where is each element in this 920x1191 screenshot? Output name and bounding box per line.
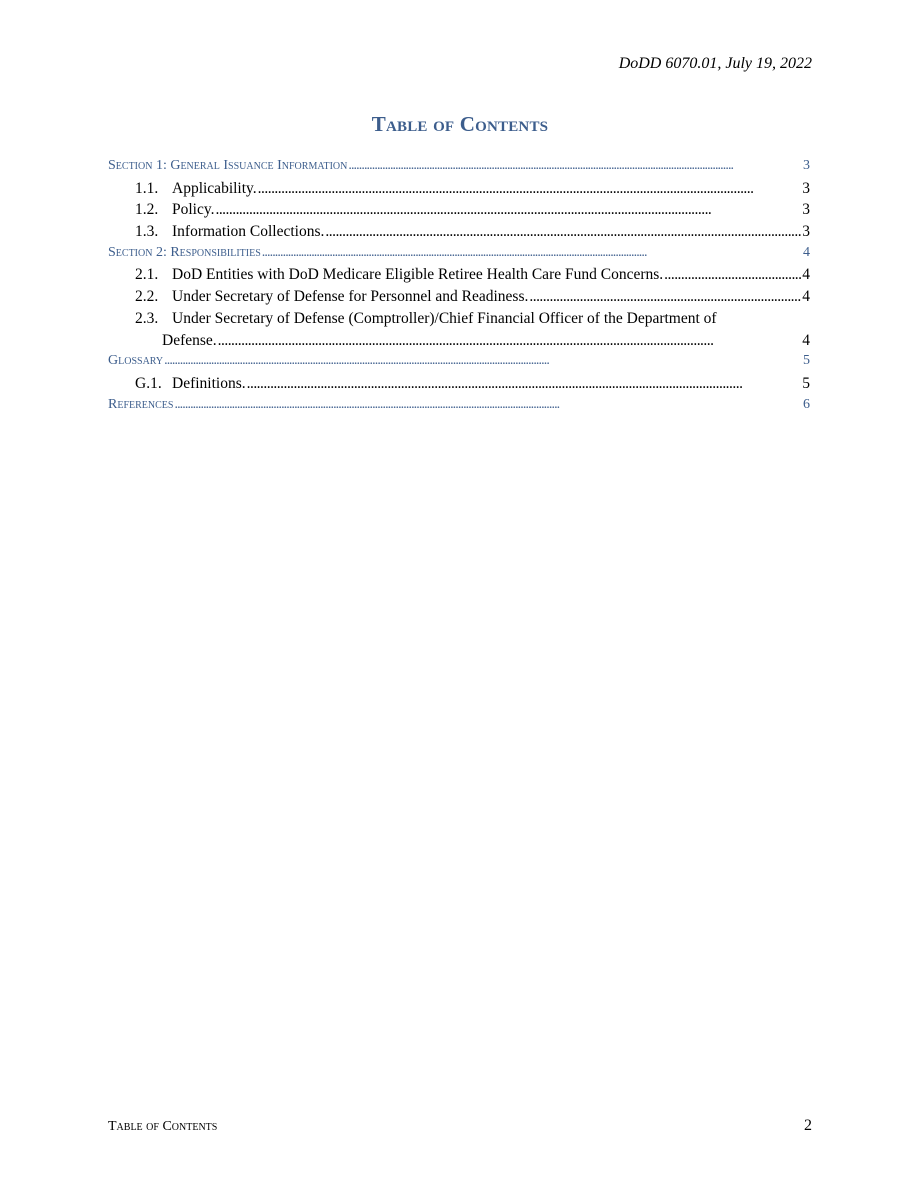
toc-page-number: 3 (802, 223, 810, 241)
toc-page-number: 4 (802, 266, 810, 284)
toc-page-number: 6 (803, 396, 810, 412)
toc-item-g-1[interactable] (108, 375, 810, 397)
dot-leader (247, 375, 802, 393)
toc-section-label: Section 2: Responsibilities (108, 244, 261, 260)
toc-item-label: Applicability. (172, 179, 257, 197)
toc-section-label: References (108, 396, 174, 412)
dot-leader (529, 288, 801, 306)
toc-section-label: Section 1: General Issuance Information (108, 158, 348, 173)
toc-item-label: Definitions. (172, 374, 246, 392)
toc-page-number: 3 (802, 201, 810, 219)
toc-page-number: 3 (803, 158, 810, 173)
table-of-contents (108, 158, 810, 418)
toc-page-number: 4 (802, 331, 810, 349)
toc-item-number: 2.1. (135, 266, 159, 284)
dot-leader (164, 353, 802, 369)
toc-item-label: Under Secretary of Defense for Personnel and Readiness. (172, 288, 529, 306)
toc-page-number: 5 (802, 374, 810, 392)
dot-leader (258, 180, 802, 198)
toc-item-2-2[interactable] (108, 288, 810, 310)
toc-item-1-2[interactable] (108, 201, 810, 223)
toc-item-label-line1: Under Secretary of Defense (Comptroller)/Chief Financial Officer of the Department of (172, 309, 717, 327)
toc-item-label: Policy. (172, 201, 215, 219)
toc-item-2-1[interactable] (108, 266, 810, 288)
toc-section-label: Glossary (108, 353, 164, 369)
toc-title: Table of Contents (371, 112, 549, 136)
toc-item-1-1[interactable] (108, 180, 810, 202)
dot-leader (215, 201, 801, 219)
toc-item-number: 2.3. (135, 309, 159, 327)
toc-item-label: DoD Entities with DoD Medicare Eligible Retiree Health Care Fund Concerns. (172, 266, 664, 284)
toc-section-2[interactable] (108, 245, 810, 267)
toc-item-1-3[interactable] (108, 223, 810, 245)
dot-leader (262, 245, 802, 261)
toc-item-label-line2: Defense. (162, 331, 217, 349)
document-id-header: DoDD 6070.01, July 19, 2022 (618, 55, 812, 72)
toc-item-number: G.1. (135, 374, 162, 392)
toc-item-number: 2.2. (135, 288, 159, 306)
toc-item-number: 1.1. (135, 179, 159, 197)
toc-section-1[interactable] (108, 158, 810, 180)
dot-leader (348, 158, 802, 174)
footer-page-number: 2 (804, 1117, 812, 1134)
toc-page-number: 4 (802, 288, 810, 306)
toc-item-number: 1.2. (135, 201, 159, 219)
toc-section-glossary[interactable] (108, 353, 810, 375)
toc-page-number: 5 (803, 353, 810, 369)
toc-item-number: 1.3. (135, 223, 159, 241)
dot-leader (218, 332, 802, 350)
footer-section-label: Table of Contents (108, 1119, 218, 1134)
toc-item-2-3[interactable] (108, 310, 810, 353)
dot-leader (664, 266, 801, 284)
dot-leader (174, 397, 802, 413)
dot-leader (325, 223, 801, 241)
toc-item-label: Information Collections. (172, 223, 325, 241)
toc-page-number: 3 (802, 179, 810, 197)
toc-section-references[interactable] (108, 397, 810, 419)
toc-page-number: 4 (803, 244, 810, 260)
